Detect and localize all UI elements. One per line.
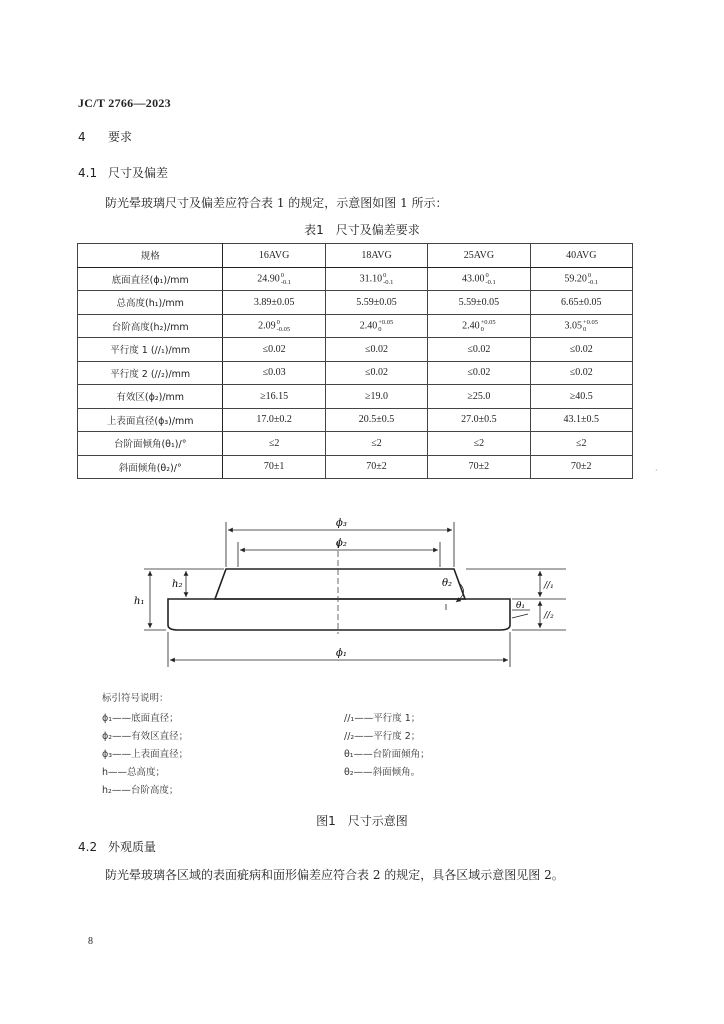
tolerance-upper: +0.05 bbox=[378, 318, 394, 326]
table-row bbox=[78, 267, 633, 291]
section-title: 尺寸及偏差 bbox=[108, 166, 169, 180]
cell-value: 2.09 bbox=[258, 320, 276, 332]
cell-value: ≤0.03 bbox=[262, 367, 286, 379]
table-cell bbox=[223, 455, 325, 479]
cell-value: ≤0.02 bbox=[467, 343, 491, 355]
tolerance-lower: -0.1 bbox=[485, 278, 496, 286]
table-cell bbox=[223, 291, 325, 315]
cell-value: 20.5±0.5 bbox=[358, 414, 395, 426]
table-cell bbox=[223, 408, 325, 432]
tolerance-upper: 0 bbox=[383, 271, 387, 279]
label-phi1: ϕ₁ bbox=[336, 648, 347, 659]
table-cell bbox=[325, 267, 427, 291]
table-cell bbox=[530, 455, 632, 479]
cell-value: ≤2 bbox=[268, 437, 280, 449]
cell-value: 2.40 bbox=[462, 320, 480, 332]
cell-value: ≤0.02 bbox=[365, 343, 388, 355]
figure-caption: 图1 尺寸示意图 bbox=[316, 814, 408, 828]
table-cell bbox=[530, 291, 632, 315]
cell-value: 5.59±0.05 bbox=[458, 296, 500, 308]
table-cell bbox=[325, 455, 427, 479]
cell-value: ≥16.15 bbox=[260, 390, 289, 402]
table-row bbox=[78, 385, 633, 409]
dimension-table bbox=[77, 243, 633, 479]
header-label: 规格 bbox=[78, 244, 223, 268]
cell-value: ≤2 bbox=[576, 437, 587, 449]
table-row bbox=[78, 432, 633, 456]
tolerance-lower: -0.1 bbox=[587, 278, 599, 286]
cell-value: 43.1±0.5 bbox=[563, 414, 600, 426]
table-header-row bbox=[78, 244, 633, 268]
cell-value: ≤0.02 bbox=[467, 367, 491, 379]
table-row bbox=[78, 408, 633, 432]
table-cell bbox=[428, 291, 530, 315]
intro-paragraph: 防光晕玻璃尺寸及偏差应符合表 1 的规定，示意图如图 1 所示： bbox=[105, 196, 448, 210]
cell-value: 27.0±0.5 bbox=[461, 414, 497, 426]
legend-item: //₁——平行度 1； bbox=[344, 713, 421, 724]
table-row bbox=[78, 314, 633, 338]
tolerance-lower: -0.05 bbox=[276, 325, 291, 333]
label-h2: h₂ bbox=[172, 579, 183, 590]
section-title: 要求 bbox=[108, 130, 133, 144]
label-par1: //₁ bbox=[544, 581, 554, 591]
table-cell bbox=[223, 361, 325, 385]
table-cell bbox=[223, 385, 325, 409]
cell-value: 70±1 bbox=[263, 461, 285, 473]
table-cell bbox=[325, 338, 427, 362]
header-col: 18AVG bbox=[325, 244, 427, 268]
section-title: 外观质量 bbox=[108, 840, 157, 854]
tolerance-lower: -0.1 bbox=[280, 278, 292, 286]
section-4-heading bbox=[78, 128, 132, 145]
tolerance-upper: +0.05 bbox=[583, 318, 599, 326]
label-par2: //₂ bbox=[544, 611, 554, 621]
section-4-2-heading bbox=[78, 838, 156, 855]
cell-value: ≤2 bbox=[371, 437, 382, 449]
table-row bbox=[78, 455, 633, 479]
tolerance-lower: 0 bbox=[583, 325, 587, 333]
table-cell bbox=[325, 291, 427, 315]
cell-value: ≤0.02 bbox=[569, 343, 593, 355]
cell-value: 70±2 bbox=[571, 461, 592, 473]
table-cell bbox=[530, 432, 632, 456]
table-cell bbox=[223, 314, 325, 338]
table-cell bbox=[223, 267, 325, 291]
row-label: 斜面倾角(θ₂)/° bbox=[78, 455, 223, 479]
cell-value: 5.59±0.05 bbox=[356, 296, 397, 308]
standard-code: JC/T 2766—2023 bbox=[78, 96, 171, 110]
legend-item: ϕ₁——底面直径； bbox=[102, 713, 179, 724]
tolerance-upper: 0 bbox=[276, 318, 280, 326]
row-label: 总高度(h₁)/mm bbox=[78, 291, 223, 315]
cell-value: 59.20 bbox=[564, 273, 587, 285]
legend-item: h₂——台阶高度； bbox=[102, 785, 179, 796]
table-cell bbox=[530, 338, 632, 362]
label-phi3: ϕ₃ bbox=[336, 518, 347, 529]
section-4-1-heading bbox=[78, 164, 168, 181]
tolerance-lower: 0 bbox=[480, 325, 484, 333]
label-theta1: θ₁ bbox=[516, 601, 526, 611]
legend-item: h——总高度； bbox=[102, 767, 166, 778]
table-cell bbox=[530, 267, 632, 291]
tolerance-lower: 0 bbox=[378, 325, 382, 333]
table-cell bbox=[530, 314, 632, 338]
row-label: 底面直径(ϕ₁)/mm bbox=[78, 267, 223, 291]
appearance-paragraph: 防光晕玻璃各区域的表面疵病和面形偏差应符合表 2 的规定，具各区域示意图见图 2。 bbox=[105, 868, 564, 882]
cell-value: 3.89±0.05 bbox=[253, 296, 295, 308]
table-cell bbox=[325, 314, 427, 338]
tolerance-upper: 0 bbox=[280, 271, 284, 279]
table-row bbox=[78, 291, 633, 315]
legend-item: θ₁——台阶面倾角； bbox=[344, 749, 430, 760]
table-cell bbox=[325, 432, 427, 456]
legend-item: ϕ₂——有效区直径； bbox=[102, 731, 189, 742]
table-cell bbox=[428, 385, 530, 409]
table-row bbox=[78, 338, 633, 362]
table-cell bbox=[530, 385, 632, 409]
cell-value: 3.05 bbox=[564, 320, 583, 332]
label-phi2: ϕ₂ bbox=[336, 538, 347, 549]
header-col: 25AVG bbox=[428, 244, 530, 268]
row-label: 平行度 2 (//₂)/mm bbox=[78, 361, 223, 385]
cell-value: 24.90 bbox=[257, 273, 280, 285]
h2-dimension bbox=[182, 571, 214, 599]
legend-item: ϕ₃——上表面直径； bbox=[102, 749, 189, 760]
table-cell bbox=[428, 338, 530, 362]
theta1-line bbox=[512, 614, 528, 618]
table-cell bbox=[428, 267, 530, 291]
section-number: 4.2 bbox=[78, 840, 98, 854]
table-cell bbox=[428, 432, 530, 456]
cell-value: 2.40 bbox=[359, 320, 378, 332]
legend-item: //₂——平行度 2； bbox=[344, 731, 421, 742]
table-row bbox=[78, 361, 633, 385]
table-cell bbox=[530, 408, 632, 432]
table-cell bbox=[223, 432, 325, 456]
cell-value: ≤2 bbox=[473, 437, 485, 449]
cell-value: ≥25.0 bbox=[467, 390, 491, 402]
cell-value: 17.0±0.2 bbox=[256, 414, 292, 426]
cell-value: ≤0.02 bbox=[262, 343, 286, 355]
cell-value: ≥19.0 bbox=[365, 390, 388, 402]
cell-value: 43.00 bbox=[462, 273, 485, 285]
table-cell bbox=[428, 408, 530, 432]
table-cell bbox=[223, 338, 325, 362]
cell-value: 6.65±0.05 bbox=[561, 296, 602, 308]
table-cell bbox=[325, 361, 427, 385]
table-cell bbox=[530, 361, 632, 385]
label-h1: h₁ bbox=[134, 596, 145, 607]
tolerance-lower: -0.1 bbox=[383, 278, 394, 286]
tolerance-upper: 0 bbox=[485, 271, 489, 279]
tolerance-upper: +0.05 bbox=[480, 318, 496, 326]
row-label: 台阶高度(h₂)/mm bbox=[78, 314, 223, 338]
cell-value: ≤0.02 bbox=[569, 367, 593, 379]
header-col: 16AVG bbox=[223, 244, 325, 268]
section-number: 4.1 bbox=[78, 166, 98, 180]
row-label: 上表面直径(ϕ₃)/mm bbox=[78, 408, 223, 432]
row-label: 有效区(ϕ₂)/mm bbox=[78, 385, 223, 409]
legend-item: θ₂——斜面倾角。 bbox=[344, 767, 421, 778]
tolerance-upper: 0 bbox=[587, 271, 592, 279]
row-label: 平行度 1 (//₁)/mm bbox=[78, 338, 223, 362]
cell-value: 70±2 bbox=[468, 461, 490, 473]
header-col: 40AVG bbox=[530, 244, 632, 268]
table-cell bbox=[428, 361, 530, 385]
legend-title: 标引符号说明： bbox=[102, 693, 169, 704]
dimension-diagram bbox=[130, 512, 580, 672]
page-number: 8 bbox=[88, 936, 93, 947]
table-cell bbox=[325, 385, 427, 409]
cell-value: 70±2 bbox=[366, 461, 387, 473]
section-number: 4 bbox=[78, 130, 86, 144]
stray-mark: · bbox=[655, 466, 658, 475]
table-caption: 表1 尺寸及偏差要求 bbox=[304, 223, 420, 237]
table-cell bbox=[428, 314, 530, 338]
cell-value: 31.10 bbox=[359, 273, 383, 285]
table-cell bbox=[428, 455, 530, 479]
cell-value: ≤0.02 bbox=[365, 367, 388, 379]
row-label: 台阶面倾角(θ₁)/° bbox=[78, 432, 223, 456]
label-theta2: θ₂ bbox=[442, 578, 453, 589]
table-cell bbox=[325, 408, 427, 432]
cell-value: ≥40.5 bbox=[569, 390, 593, 402]
